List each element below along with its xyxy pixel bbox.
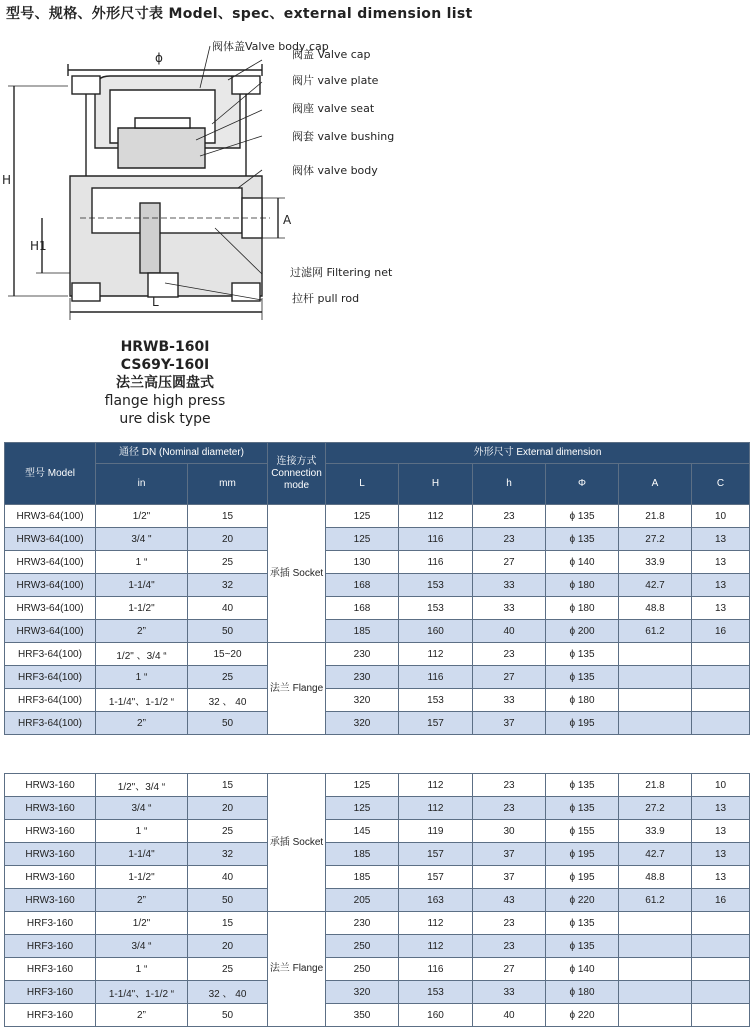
- cell-c: 13: [692, 528, 750, 551]
- cell-h: 116: [399, 666, 473, 689]
- cell-c: 16: [692, 889, 750, 912]
- cell-mm: 40: [188, 866, 268, 889]
- cell-mm: 50: [188, 620, 268, 643]
- cell-in: 1-1/2": [96, 866, 188, 889]
- cell-h: 160: [399, 620, 473, 643]
- cell-c: [692, 912, 750, 935]
- cell-h: 23: [473, 774, 546, 797]
- cell-h: 163: [399, 889, 473, 912]
- label-pull-rod: 拉杆 pull rod: [292, 292, 360, 305]
- cell-l: 230: [326, 666, 399, 689]
- cell-in: 1 “: [96, 958, 188, 981]
- table-row: [5, 912, 750, 935]
- cell-h: 153: [399, 689, 473, 712]
- cell-c: [692, 689, 750, 712]
- cell-phi: ϕ 135: [546, 935, 619, 958]
- cell-c: 13: [692, 820, 750, 843]
- cell-h: 23: [473, 935, 546, 958]
- cell-h: 23: [473, 797, 546, 820]
- header-mm: mm: [188, 464, 268, 505]
- cell-mm: 25: [188, 820, 268, 843]
- header-external: 外形尺寸 External dimension: [326, 443, 750, 464]
- cell-model: HRF3-160: [5, 981, 96, 1004]
- cell-h: 40: [473, 1004, 546, 1027]
- label-valve-cap: 阀盖 Valve cap: [292, 48, 371, 61]
- cell-model: HRF3-160: [5, 1004, 96, 1027]
- cell-a: [619, 643, 692, 666]
- cell-c: [692, 958, 750, 981]
- table-row: [5, 866, 750, 889]
- cell-phi: ϕ 195: [546, 866, 619, 889]
- cell-h: 37: [473, 843, 546, 866]
- cell-c: [692, 643, 750, 666]
- cell-l: 250: [326, 958, 399, 981]
- cell-in: 1 “: [96, 820, 188, 843]
- cell-in: 1-1/4": [96, 574, 188, 597]
- header-L: L: [326, 464, 399, 505]
- cell-l: 320: [326, 689, 399, 712]
- cell-in: 1-1/4"、1-1/2 “: [96, 981, 188, 1004]
- page-title: 型号、规格、外形尺寸表 Model、spec、external dimension list: [6, 6, 473, 22]
- cell-h: 116: [399, 528, 473, 551]
- cell-mm: 32 、 40: [188, 689, 268, 712]
- table-row: [5, 820, 750, 843]
- cell-h: 153: [399, 981, 473, 1004]
- cell-h: 23: [473, 528, 546, 551]
- table-row: [5, 889, 750, 912]
- dim-H: H: [2, 173, 12, 187]
- cell-phi: ϕ 135: [546, 774, 619, 797]
- cell-phi: ϕ 140: [546, 551, 619, 574]
- cell-in: 2”: [96, 620, 188, 643]
- cell-phi: ϕ 180: [546, 981, 619, 1004]
- cell-a: 48.8: [619, 597, 692, 620]
- cell-model: HRW3-64(100): [5, 620, 96, 643]
- cell-l: 230: [326, 643, 399, 666]
- cell-in: 2”: [96, 889, 188, 912]
- cell-l: 125: [326, 774, 399, 797]
- cell-h: 119: [399, 820, 473, 843]
- cell-a: 33.9: [619, 820, 692, 843]
- cell-model: HRW3-64(100): [5, 505, 96, 528]
- label-valve-seat: 阀座 valve seat: [292, 102, 375, 115]
- cell-mm: 20: [188, 528, 268, 551]
- cell-phi: ϕ 220: [546, 1004, 619, 1027]
- cell-c: 13: [692, 843, 750, 866]
- table-row: [5, 643, 750, 666]
- cell-a: 48.8: [619, 866, 692, 889]
- label-valve-bushing: 阀套 valve bushing: [292, 130, 395, 143]
- cell-h: 112: [399, 912, 473, 935]
- cell-model: HRW3-160: [5, 820, 96, 843]
- cell-model: HRF3-160: [5, 912, 96, 935]
- cell-in: 1/2" 、3/4 “: [96, 643, 188, 666]
- cell-c: 10: [692, 774, 750, 797]
- cell-phi: ϕ 180: [546, 597, 619, 620]
- cell-h: 27: [473, 958, 546, 981]
- label-valve-plate: 阀片 valve plate: [292, 74, 379, 87]
- cell-model: HRW3-64(100): [5, 528, 96, 551]
- label-filtering-net: 过滤网 Filtering net: [290, 266, 393, 279]
- table-row: [5, 620, 750, 643]
- cell-mm: 15: [188, 774, 268, 797]
- caption-model-2: CS69Y-160I: [120, 357, 210, 373]
- cell-model: HRW3-64(100): [5, 551, 96, 574]
- cell-c: 10: [692, 505, 750, 528]
- cell-h: 157: [399, 843, 473, 866]
- cell-in: 1 “: [96, 551, 188, 574]
- cell-c: 13: [692, 597, 750, 620]
- cell-h: 23: [473, 505, 546, 528]
- cell-mm: 50: [188, 889, 268, 912]
- cell-l: 185: [326, 620, 399, 643]
- table-row: [5, 712, 750, 735]
- table-row: [5, 843, 750, 866]
- cell-in: 1/2": [96, 912, 188, 935]
- cell-c: 16: [692, 620, 750, 643]
- cell-a: [619, 712, 692, 735]
- cell-mm: 32: [188, 574, 268, 597]
- cell-c: [692, 1004, 750, 1027]
- cell-a: 33.9: [619, 551, 692, 574]
- cell-a: 42.7: [619, 574, 692, 597]
- cell-h: 112: [399, 505, 473, 528]
- cell-mm: 50: [188, 712, 268, 735]
- caption-type-en: flange high press ure disk type: [104, 393, 226, 427]
- header-phi: Φ: [546, 464, 619, 505]
- cell-model: HRF3-64(100): [5, 643, 96, 666]
- cell-mm: 15: [188, 912, 268, 935]
- cell-in: 1 “: [96, 666, 188, 689]
- cell-phi: ϕ 200: [546, 620, 619, 643]
- table-row: [5, 528, 750, 551]
- cell-c: [692, 712, 750, 735]
- cell-l: 125: [326, 505, 399, 528]
- cell-l: 350: [326, 1004, 399, 1027]
- cell-mm: 50: [188, 1004, 268, 1027]
- cell-model: HRF3-64(100): [5, 712, 96, 735]
- connection-socket-cell: 承插 Socket: [268, 505, 326, 643]
- cell-a: 27.2: [619, 528, 692, 551]
- cell-c: [692, 981, 750, 1004]
- cell-in: 3/4 “: [96, 797, 188, 820]
- cell-model: HRW3-160: [5, 889, 96, 912]
- cell-model: HRW3-64(100): [5, 574, 96, 597]
- cell-in: 3/4 ": [96, 528, 188, 551]
- cell-h: 27: [473, 551, 546, 574]
- cell-c: 13: [692, 551, 750, 574]
- dim-H1: H1: [30, 239, 47, 253]
- cell-mm: 15~20: [188, 643, 268, 666]
- cell-h: 40: [473, 620, 546, 643]
- cell-a: [619, 935, 692, 958]
- cell-a: 61.2: [619, 889, 692, 912]
- cell-a: 61.2: [619, 620, 692, 643]
- cell-model: HRF3-64(100): [5, 689, 96, 712]
- cell-mm: 32 、 40: [188, 981, 268, 1004]
- cell-h: 33: [473, 689, 546, 712]
- cell-a: [619, 981, 692, 1004]
- cell-h: 37: [473, 866, 546, 889]
- cell-model: HRF3-160: [5, 935, 96, 958]
- cell-model: HRF3-64(100): [5, 666, 96, 689]
- cell-h: 112: [399, 797, 473, 820]
- cell-h: 43: [473, 889, 546, 912]
- table-row: [5, 1004, 750, 1027]
- cell-a: [619, 666, 692, 689]
- cell-l: 130: [326, 551, 399, 574]
- cell-h: 112: [399, 935, 473, 958]
- table-row: [5, 666, 750, 689]
- cell-phi: ϕ 140: [546, 958, 619, 981]
- cell-phi: ϕ 195: [546, 843, 619, 866]
- cell-a: [619, 912, 692, 935]
- spec-table-64-100: [4, 442, 750, 735]
- cell-in: 1/2": [96, 505, 188, 528]
- cell-model: HRW3-160: [5, 866, 96, 889]
- cell-a: 21.8: [619, 774, 692, 797]
- cell-model: HRF3-160: [5, 958, 96, 981]
- cell-a: 42.7: [619, 843, 692, 866]
- dim-phi: ϕ: [155, 51, 163, 65]
- cell-h: 33: [473, 574, 546, 597]
- table-row: [5, 981, 750, 1004]
- cell-l: 205: [326, 889, 399, 912]
- cell-l: 230: [326, 912, 399, 935]
- cell-model: HRW3-160: [5, 797, 96, 820]
- spec-table-160: [4, 773, 750, 1027]
- cell-h: 33: [473, 597, 546, 620]
- dim-A: A: [283, 213, 292, 227]
- caption-type-cn: 法兰高压圆盘式: [116, 375, 214, 391]
- table-row: [5, 935, 750, 958]
- cell-in: 1-1/2": [96, 597, 188, 620]
- cell-mm: 20: [188, 797, 268, 820]
- cell-h: 160: [399, 1004, 473, 1027]
- cell-h: 157: [399, 712, 473, 735]
- cell-in: 3/4 “: [96, 935, 188, 958]
- header-C: C: [692, 464, 750, 505]
- header-A: A: [619, 464, 692, 505]
- cell-phi: ϕ 180: [546, 574, 619, 597]
- cell-h: 30: [473, 820, 546, 843]
- cell-l: 320: [326, 712, 399, 735]
- connection-socket-cell: 承插 Socket: [268, 774, 326, 912]
- cell-a: [619, 1004, 692, 1027]
- cell-a: 27.2: [619, 797, 692, 820]
- table-row: [5, 797, 750, 820]
- drawing-caption: [96, 338, 234, 428]
- header-h: h: [473, 464, 546, 505]
- cell-h: 153: [399, 597, 473, 620]
- cell-in: 1-1/4": [96, 843, 188, 866]
- cell-l: 168: [326, 597, 399, 620]
- cell-a: 21.8: [619, 505, 692, 528]
- cell-phi: ϕ 135: [546, 912, 619, 935]
- cell-phi: ϕ 180: [546, 689, 619, 712]
- cell-c: 13: [692, 574, 750, 597]
- cell-mm: 25: [188, 958, 268, 981]
- cell-a: [619, 689, 692, 712]
- cell-in: 2”: [96, 1004, 188, 1027]
- cell-h: 116: [399, 551, 473, 574]
- table-row: [5, 958, 750, 981]
- cell-h: 27: [473, 666, 546, 689]
- cell-h: 33: [473, 981, 546, 1004]
- connection-flange-cell: 法兰 Flange: [268, 912, 326, 1027]
- cell-l: 168: [326, 574, 399, 597]
- cell-phi: ϕ 195: [546, 712, 619, 735]
- cell-l: 125: [326, 797, 399, 820]
- cell-a: [619, 958, 692, 981]
- valve-cross-section-drawing: [0, 28, 400, 328]
- cell-mm: 25: [188, 666, 268, 689]
- label-valve-body-cap: 阀体盖Valve body cap: [212, 40, 329, 53]
- cell-l: 320: [326, 981, 399, 1004]
- caption-model-1: HRWB-160I: [120, 339, 210, 355]
- table-row: [5, 774, 750, 797]
- cell-phi: ϕ 135: [546, 643, 619, 666]
- cell-phi: ϕ 220: [546, 889, 619, 912]
- cell-l: 250: [326, 935, 399, 958]
- cell-l: 145: [326, 820, 399, 843]
- cell-model: HRW3-160: [5, 843, 96, 866]
- connection-flange-cell: 法兰 Flange: [268, 643, 326, 735]
- table-row: [5, 597, 750, 620]
- table-row: [5, 551, 750, 574]
- cell-h: 116: [399, 958, 473, 981]
- label-valve-body: 阀体 valve body: [292, 164, 378, 177]
- cell-model: HRW3-64(100): [5, 597, 96, 620]
- header-model: 型号 Model: [5, 443, 96, 505]
- cell-phi: ϕ 135: [546, 505, 619, 528]
- cell-c: 13: [692, 866, 750, 889]
- cell-mm: 25: [188, 551, 268, 574]
- cell-l: 185: [326, 843, 399, 866]
- cell-phi: ϕ 155: [546, 820, 619, 843]
- cell-h: 112: [399, 643, 473, 666]
- header-in: in: [96, 464, 188, 505]
- cell-phi: ϕ 135: [546, 797, 619, 820]
- cell-l: 125: [326, 528, 399, 551]
- cell-in: 1/2"、3/4 “: [96, 774, 188, 797]
- cell-phi: ϕ 135: [546, 528, 619, 551]
- header-H: H: [399, 464, 473, 505]
- cell-in: 2”: [96, 712, 188, 735]
- dim-L: L: [152, 295, 159, 309]
- cell-h: 37: [473, 712, 546, 735]
- cell-mm: 40: [188, 597, 268, 620]
- cell-c: [692, 666, 750, 689]
- cell-mm: 15: [188, 505, 268, 528]
- cell-h: 153: [399, 574, 473, 597]
- cell-l: 185: [326, 866, 399, 889]
- cell-c: [692, 935, 750, 958]
- header-dn: 通径 DN (Nominal diameter): [96, 443, 268, 464]
- table-row: [5, 689, 750, 712]
- cell-mm: 32: [188, 843, 268, 866]
- table-row: [5, 574, 750, 597]
- cell-mm: 20: [188, 935, 268, 958]
- cell-c: 13: [692, 797, 750, 820]
- cell-in: 1-1/4"、1-1/2 “: [96, 689, 188, 712]
- cell-h: 157: [399, 866, 473, 889]
- cell-h: 112: [399, 774, 473, 797]
- header-connection: 连接方式 Connection mode: [268, 443, 326, 505]
- cell-model: HRW3-160: [5, 774, 96, 797]
- cell-phi: ϕ 135: [546, 666, 619, 689]
- cell-h: 23: [473, 912, 546, 935]
- table-row: [5, 505, 750, 528]
- cell-h: 23: [473, 643, 546, 666]
